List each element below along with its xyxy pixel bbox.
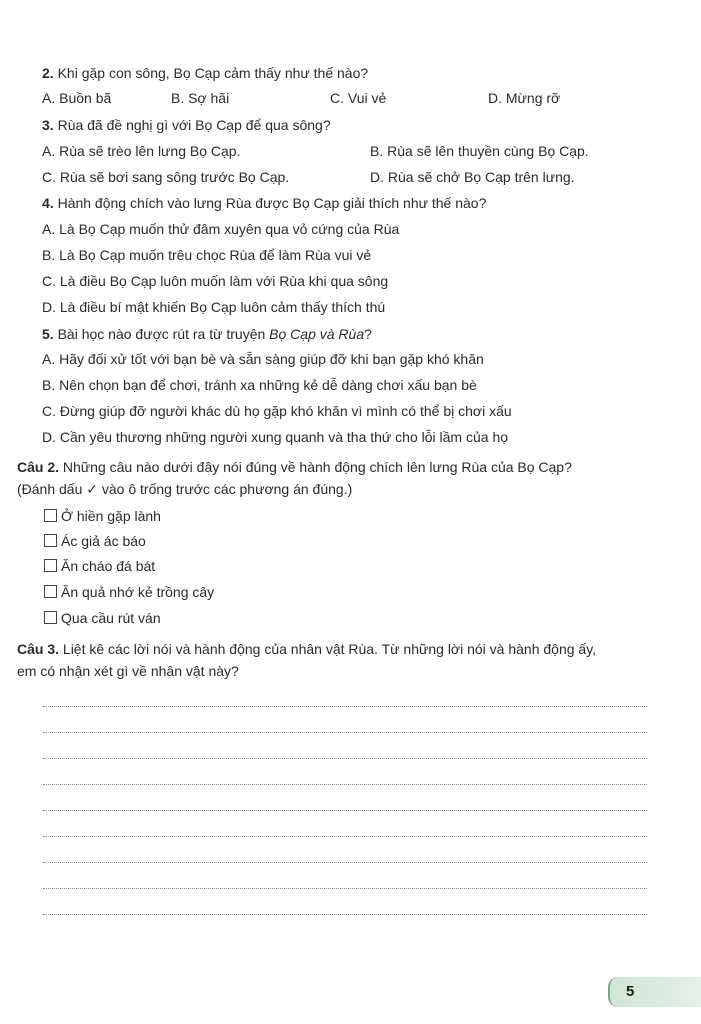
question-5-number: 5. xyxy=(42,326,54,342)
checkbox-option-2[interactable] xyxy=(44,532,146,550)
page-number: 5 xyxy=(626,983,635,1000)
question-5 xyxy=(42,325,372,343)
cau-3-text: Liệt kê các lời nói và hành động của nhân vật Rùa. Từ những lời nói và hành động ấy, xyxy=(59,641,597,657)
question-4 xyxy=(42,194,486,212)
checkbox-option-4[interactable] xyxy=(44,583,214,601)
q2-option-a: A. Buồn bã xyxy=(42,90,112,106)
q2-option-b: B. Sợ hãi xyxy=(171,90,230,106)
answer-line[interactable] xyxy=(43,836,647,837)
question-3 xyxy=(42,116,331,134)
q5-option-c: C. Đừng giúp đỡ người khác dù họ gặp khó khăn vì mình có thể bị chơi xấu xyxy=(42,403,512,419)
q5-option-a: A. Hãy đối xử tốt với bạn bè và sẵn sàng giúp đỡ khi bạn gặp khó khăn xyxy=(42,351,484,367)
answer-line[interactable] xyxy=(43,914,647,915)
answer-line[interactable] xyxy=(43,732,647,733)
q2-option-c: C. Vui vẻ xyxy=(330,90,387,106)
cau-2-text: Những câu nào dưới đây nói đúng về hành động chích lên lưng Rùa của Bọ Cạp? xyxy=(59,459,572,475)
checkbox-box[interactable] xyxy=(44,611,57,624)
checkbox-label: Ăn quả nhớ kẻ trồng cây xyxy=(61,584,215,600)
checkbox-box[interactable] xyxy=(44,559,57,572)
q3-option-c: C. Rùa sẽ bơi sang sông trước Bọ Cạp. xyxy=(42,169,290,185)
answer-line[interactable] xyxy=(43,706,647,707)
q5-option-d: D. Cần yêu thương những người xung quanh và tha thứ cho lỗi lầm của họ xyxy=(42,429,509,445)
checkbox-option-5[interactable] xyxy=(44,609,161,627)
checkbox-label: Ác giả ác báo xyxy=(61,533,146,549)
q5-option-b: B. Nên chọn bạn để chơi, tránh xa những kẻ dễ dàng chơi xấu bạn bè xyxy=(42,377,477,393)
cau-2-prompt xyxy=(17,458,572,476)
question-5-end: ? xyxy=(364,326,372,342)
checkbox-box[interactable] xyxy=(44,509,57,522)
story-title: Bọ Cạp và Rùa xyxy=(269,326,365,342)
question-2-number: 2. xyxy=(42,65,54,81)
answer-line[interactable] xyxy=(43,784,647,785)
q4-option-a: A. Là Bọ Cạp muốn thử đâm xuyên qua vỏ cứng của Rùa xyxy=(42,221,400,237)
answer-line[interactable] xyxy=(43,758,647,759)
cau-2-label: Câu 2. xyxy=(17,459,60,475)
page-number-tab xyxy=(608,977,701,1007)
checkbox-box[interactable] xyxy=(44,534,57,547)
checkbox-label: Qua cầu rút ván xyxy=(61,610,161,626)
q3-option-a: A. Rùa sẽ trèo lên lưng Bọ Cạp. xyxy=(42,143,241,159)
question-4-text: Hành động chích vào lưng Rùa được Bọ Cạp giải thích như thế nào? xyxy=(53,195,487,211)
answer-line[interactable] xyxy=(43,810,647,811)
question-4-number: 4. xyxy=(42,195,54,211)
question-2-text: Khi gặp con sông, Bọ Cạp cảm thấy như thế nào? xyxy=(53,65,369,81)
q3-option-b: B. Rùa sẽ lên thuyền cùng Bọ Cạp. xyxy=(370,143,589,159)
cau-3-label: Câu 3. xyxy=(17,641,60,657)
checkbox-option-1[interactable] xyxy=(44,507,161,525)
checkbox-label: Ăn cháo đá bát xyxy=(61,558,156,574)
cau-3-prompt xyxy=(17,640,596,658)
q2-option-d: D. Mừng rỡ xyxy=(488,90,561,106)
q3-option-d: D. Rùa sẽ chở Bọ Cạp trên lưng. xyxy=(370,169,575,185)
checkbox-box[interactable] xyxy=(44,585,57,598)
q4-option-d: D. Là điều bí mật khiến Bọ Cạp luôn cảm thấy thích thú xyxy=(42,299,386,315)
question-5-text: Bài học nào được rút ra từ truyện xyxy=(53,326,270,342)
cau-3-prompt-line-2: em có nhận xét gì về nhân vật này? xyxy=(17,663,239,679)
checkbox-label: Ở hiền gặp lành xyxy=(61,508,161,524)
checkbox-option-3[interactable] xyxy=(44,557,155,575)
answer-line[interactable] xyxy=(43,862,647,863)
q4-option-b: B. Là Bọ Cạp muốn trêu chọc Rùa để làm Rùa vui vẻ xyxy=(42,247,372,263)
question-2 xyxy=(42,64,368,82)
question-3-number: 3. xyxy=(42,117,54,133)
answer-line[interactable] xyxy=(43,888,647,889)
question-3-text: Rùa đã đề nghị gì với Bọ Cạp để qua sông? xyxy=(53,117,331,133)
cau-2-note: (Đánh dấu ✓ vào ô trống trước các phương án đúng.) xyxy=(17,481,353,497)
q4-option-c: C. Là điều Bọ Cạp luôn muốn làm với Rùa khi qua sông xyxy=(42,273,389,289)
